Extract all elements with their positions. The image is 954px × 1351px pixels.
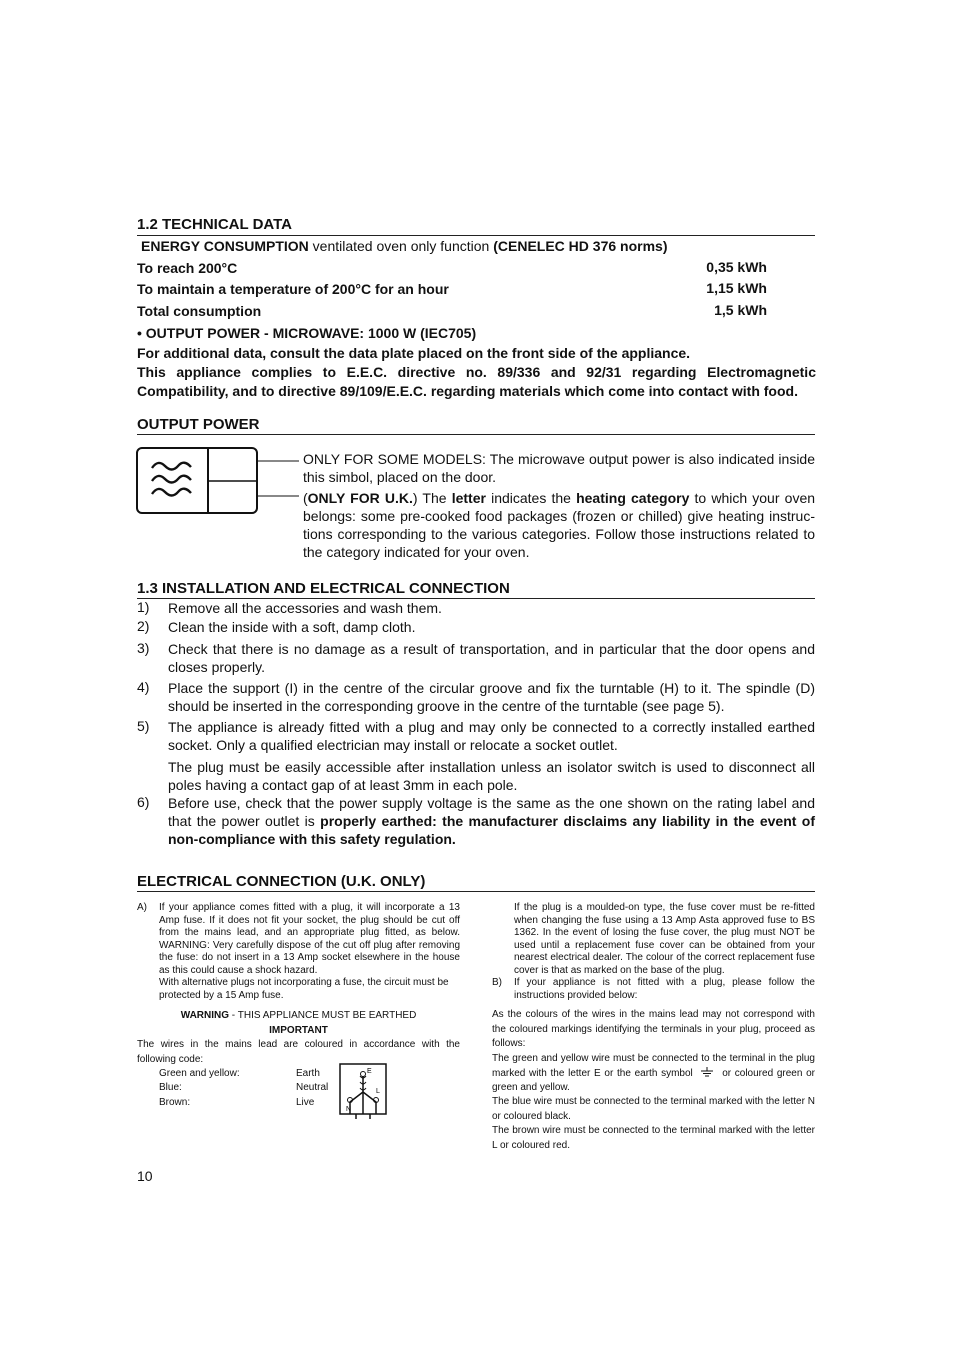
row-maintain-label: To maintain a temperature of 200°C for an hour — [137, 281, 449, 297]
list-item — [168, 794, 815, 848]
plug-wiring-diagram-icon — [338, 1062, 390, 1120]
microwave-power-symbol-icon — [135, 446, 301, 516]
energy-norm: (CENELEC HD 376 norms) — [493, 238, 668, 254]
plug-letter-l: L — [376, 1088, 380, 1095]
item-a-label: A) — [137, 902, 147, 913]
page-number: 10 — [137, 1168, 153, 1184]
item6-bold: properly earthed: the manufacturer disclaims any liability in the event of non-compliance with this safety regulation. — [168, 813, 815, 847]
row-total-label: Total consumption — [137, 303, 262, 319]
item-b-text: If your appliance is not fitted with a plug, please follow the instructions provided below: — [514, 977, 815, 1001]
list-item: Place the support (I) in the centre of the circular groove and fix the turntable (H) to it. The spindle (D) should be inserted in the corresponding groove in the centre of the turntable (see page 5). — [168, 680, 815, 714]
energy-label: ENERGY CONSUMPTION — [141, 238, 309, 254]
uk-only-label: ONLY FOR U.K. — [307, 490, 413, 506]
item6-text: Before use, check that the power supply voltage is the same as the one shown on the rating label and that the power outlet is — [168, 795, 815, 829]
item-a-text-2: With alternative plugs not incorporating a fuse, the circuit must be protected by a 15 Amp fuse. — [159, 977, 449, 1001]
important-label: IMPORTANT — [269, 1025, 328, 1036]
section-rule — [137, 235, 815, 236]
heating-category-label: heating category — [576, 490, 690, 506]
row-maintain-value: 1,15 kWh — [706, 280, 767, 296]
list-item-continuation: The plug must be easily accessible after installation unless an isolator switch is used to disconnect all poles having a contact gap of at least 3mm in each pole. — [168, 759, 815, 793]
brown-wire-note: The brown wire must be connected to the terminal marked with the letter L or coloured red. — [492, 1125, 815, 1151]
output-power-spec: • OUTPUT POWER - MICROWAVE: 1000 W (IEC705) — [137, 325, 477, 341]
item-b-label: B) — [492, 977, 502, 988]
wire-colour-brown: Brown: — [159, 1097, 191, 1108]
para2-open: ( — [303, 490, 308, 506]
section-rule — [137, 891, 815, 892]
list-item-number: 6) — [137, 794, 150, 810]
section-rule — [137, 434, 815, 435]
energy-consumption-line — [141, 237, 821, 255]
row-reach-label: To reach 200°C — [137, 260, 238, 276]
wire-colour-green: Green and yellow: — [159, 1068, 240, 1079]
list-item-number: 4) — [137, 679, 150, 695]
list-item: Clean the inside with a soft, damp cloth. — [168, 619, 416, 635]
compliance-note: This appliance complies to E.E.C. directive no. 89/336 and 92/31 regarding Electromagnetic Compatibility, and to directive 89/109/E.E.C. regarding materials which come into contact with food. — [137, 364, 816, 399]
additional-data-note: For additional data, consult the data plate placed on the front side of the appliance. — [137, 345, 691, 361]
technical-data-heading: 1.2 TECHNICAL DATA — [137, 216, 293, 233]
green-wire-text-2: or coloured green or green and yellow. — [492, 1067, 815, 1093]
list-item-number: 2) — [137, 618, 150, 634]
green-wire-note — [492, 1052, 815, 1096]
para2-text-1: ) The — [412, 490, 452, 506]
moulded-plug-note: If the plug is a moulded-on type, the fuse cover must be re-fitted when changing the fuse using a 13 Amp Asta approved fuse to BS 1362. In the event of losing the fuse cover, the plug must NOT be used until a replacement fuse cover can be obtained from your nearest electrical dealer. The colour of the correct replacement fuse cover is that as marked on the base of the plug. — [514, 902, 815, 976]
warning-bold: WARNING — [180, 1010, 230, 1021]
letter-label: letter — [451, 490, 486, 506]
green-wire-text-1: The green and yellow wire must be connected to the terminal in the plug marked with the letter E or the earth symbol — [492, 1053, 815, 1079]
blue-wire-note: The blue wire must be connected to the terminal marked with the letter N or coloured black. — [492, 1096, 815, 1122]
item-a-text: If your appliance comes fitted with a plug, it will incorporate a 13 Amp fuse. If it does not fit your socket, the plug should be cut off from the mains lead, and an appropriate plug fitted, as below. WARNING: Very carefully dispose of the cut off plug after removing the fuse: do not insert in a 13 Amp socket elsewhere in the house as this could cause a shock hazard. — [159, 902, 460, 976]
energy-mid: ventilated oven only function — [308, 238, 494, 254]
wire-meaning-earth: Earth — [296, 1068, 320, 1079]
para2-text-3: to which your oven belongs: some pre-cooked food packages (frozen or chilled) give heating instruc-tions corresponding to the various categories. Follow those instructions related to the category indicated for your oven. — [303, 490, 816, 560]
list-item-number: 5) — [137, 718, 150, 734]
plug-letter-e: E — [367, 1068, 372, 1075]
wire-meaning-neutral: Neutral — [296, 1082, 329, 1093]
wire-meaning-live: Live — [296, 1097, 315, 1108]
row-reach-value: 0,35 kWh — [706, 259, 767, 275]
wires-intro: The wires in the mains lead are coloured in accordance with the following code: — [137, 1039, 460, 1065]
earth-symbol-icon — [696, 1067, 718, 1078]
plug-letter-n: N — [346, 1106, 352, 1113]
output-power-para-1: ONLY FOR SOME MODELS: The microwave output power is also indicated inside this simbol, placed on the door. — [303, 451, 815, 485]
wire-colour-blue: Blue: — [159, 1082, 182, 1093]
list-item: The appliance is already fitted with a plug and may only be connected to a correctly installed earthed socket. Only a qualified electrician may install or relocate a socket outlet. — [168, 719, 815, 753]
list-item: Check that there is no damage as a result of transportation, and in particular that the door opens and closes properly. — [168, 641, 815, 675]
output-power-heading: OUTPUT POWER — [137, 416, 260, 433]
para2-text-2: indicates the — [485, 490, 577, 506]
list-item: Remove all the accessories and wash them. — [168, 600, 442, 616]
warning-rest: - THIS APPLIANCE MUST BE EARTHED — [229, 1010, 417, 1021]
installation-heading: 1.3 INSTALLATION AND ELECTRICAL CONNECTION — [137, 580, 510, 597]
list-item-number: 1) — [137, 599, 150, 615]
row-total-value: 1,5 kWh — [714, 302, 767, 318]
warning-earthed — [137, 1010, 460, 1023]
uk-connection-heading: ELECTRICAL CONNECTION (U.K. ONLY) — [137, 873, 426, 890]
output-power-para-2 — [303, 489, 815, 561]
colours-note: As the colours of the wires in the mains lead may not correspond with the coloured markings identifying the terminals in your plug, proceed as follows: — [492, 1009, 815, 1049]
list-item-number: 3) — [137, 640, 150, 656]
